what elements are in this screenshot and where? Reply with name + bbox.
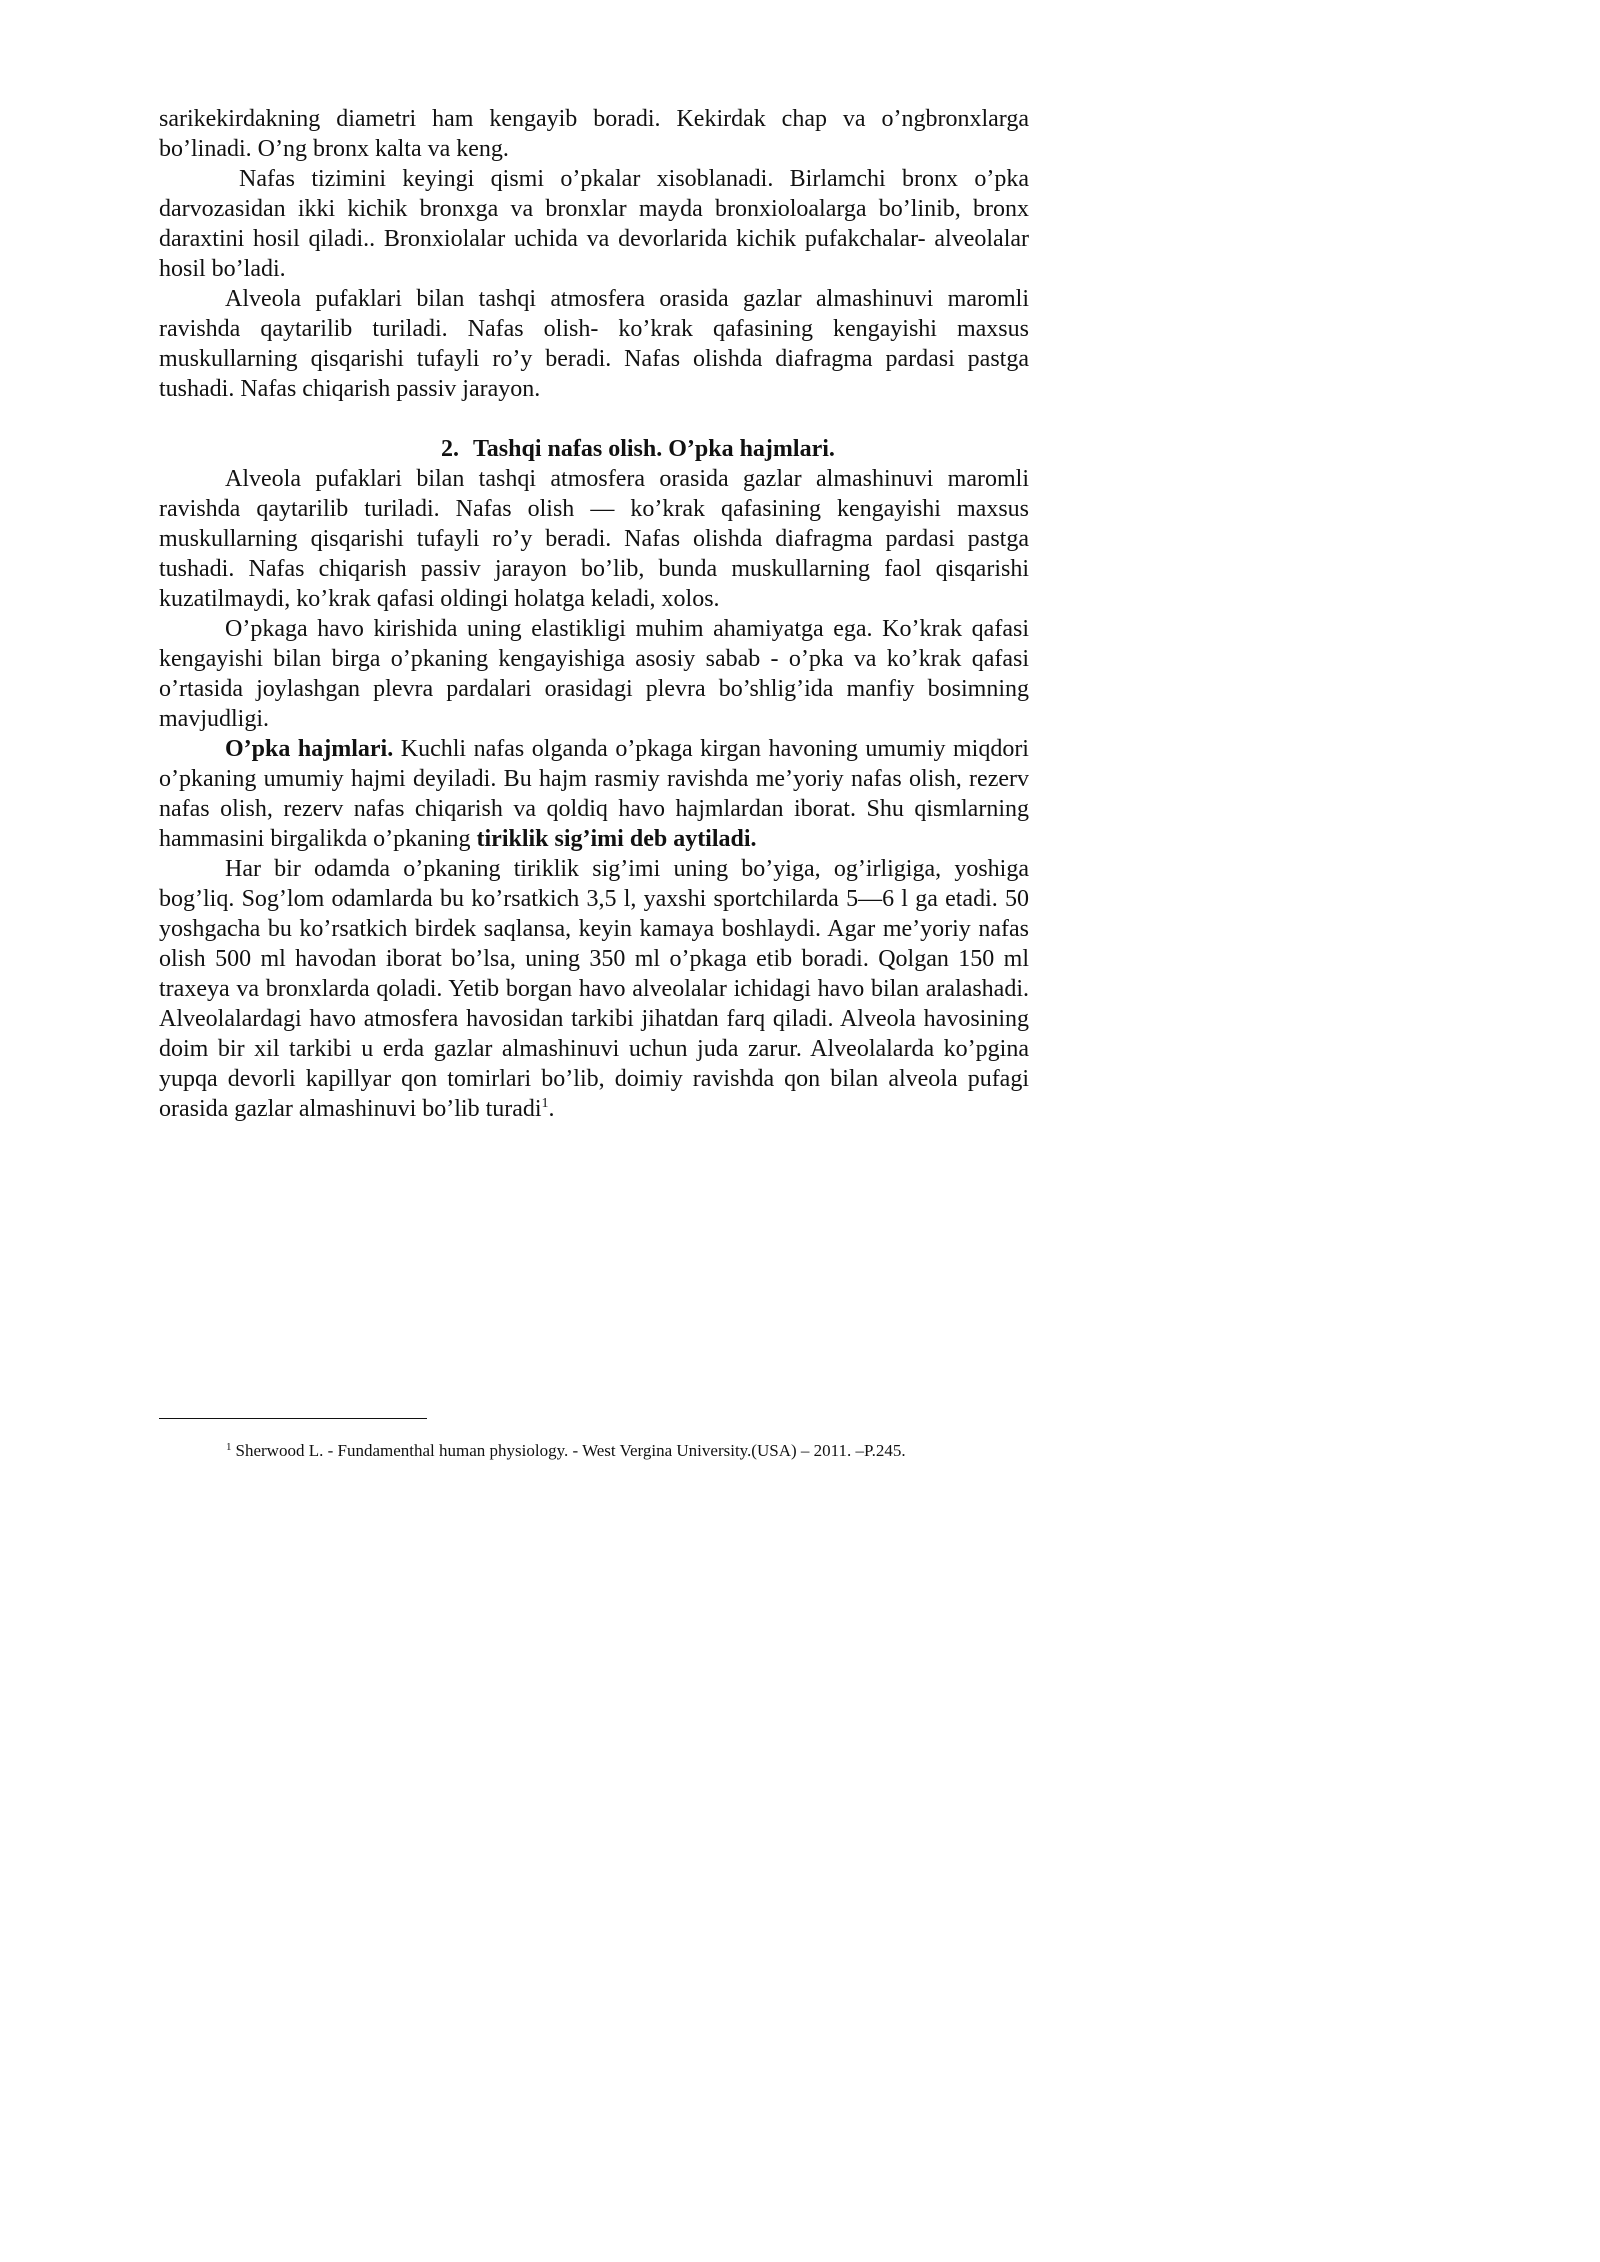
section-number: 2. (441, 436, 459, 462)
footnote (226, 1440, 1046, 1462)
paragraph-alveola-exchange: Alveola pufaklari bilan tashqi atmosfera orasida gazlar almashinuvi maromli ravishda qaytarilib turiladi. Nafas olish- ko’krak qafasining kengayishi maxsus muskullarning qisqarishi tufayli ro’y beradi. Nafas olishda diafragma pardasi pastga tushadi. Nafas chiqarish passiv jarayon. (159, 286, 1029, 402)
lung-volumes-body: Kuchli nafas olganda o’pkaga kirgan havoning umumiy miqdori o’pkaning umumiy hajmi deyiladi. Bu hajm rasmiy ravishda me’yoriy nafas olish, rezerv nafas olish, rezerv nafas chiqarish va qoldiq havo hajmlardan iborat. Shu qismlarning hammasini birgalikda o’pkaning (159, 736, 1029, 852)
paragraph-vital-capacity (159, 854, 1029, 1124)
footnote-reference[interactable]: 1 (541, 1096, 549, 1111)
vital-capacity-body: Har bir odamda o’pkaning tiriklik sig’imi uning bo’yiga, og’irligiga, yoshiga bog’liq. Sog’lom odamlarda bu ko’rsatkich 3,5 l, yaxshi sportchilarda 5—6 l ga etadi. 50 yoshgacha bu ko’rsatkich birdek saqlansa, keyin kamaya boshlaydi. Agar me’yoriy nafas olish 500 ml havodan iborat bo’lsa, uning 350 ml o’pkaga etib boradi. Qolgan 150 ml traxeya va bronxlarda qoladi. Yetib borgan havo alveolalar ichidagi havo bilan aralashadi. Alveolalardagi havo atmosfera havosidan tarkibi jihatdan farq qiladi. Alveola havosining doim bir xil tarkibi u erda gazlar almashinuvi uchun juda zarur. Alveolalarda ko’pgina yupqa devorli kapillyar qon tomirlari bo’lib, doimiy ravishda qon bilan alveola pufagi orasida gazlar almashinuvi bo’lib turadi (159, 856, 1029, 1122)
paragraph-trachea-end: sarikekirdakning diametri ham kengayib boradi. Kekirdak chap va o’ngbronxlarga bo’linadi. O’ng bronx kalta va keng. (159, 106, 1029, 162)
lung-volumes-lead: O’pka hajmlari. (225, 736, 394, 762)
paragraph-external-breathing: Alveola pufaklari bilan tashqi atmosfera orasida gazlar almashinuvi maromli ravishda qaytarilib turiladi. Nafas olish — ko’krak qafasining kengayishi maxsus muskullarning qisqarishi tufayli ro’y beradi. Nafas olishda diafragma pardasi pastga tushadi. Nafas chiqarish passiv jarayon bo’lib, bunda muskullarning faol qisqarishi kuzatilmaydi, ko’krak qafasi oldingi holatga keladi, xolos. (159, 466, 1029, 612)
section-title: Tashqi nafas olish. O’pka hajmlari. (473, 436, 835, 462)
paragraph-lung-volumes (159, 734, 1029, 854)
document-body (159, 104, 1029, 1124)
footnote-marker: 1 (226, 1441, 232, 1453)
footnote-text: Sherwood L. - Fundamenthal human physiology. - West Vergina University.(USA) – 2011. –P.245. (235, 1441, 906, 1460)
paragraph-lung-elasticity: O’pkaga havo kirishida uning elastikligi muhim ahamiyatga ega. Ko’krak qafasi kengayishi bilan birga o’pkaning kengayishiga asosiy sabab - o’pka va ko’krak qafasi o’rtasida joylashgan plevra pardalari orasidagi plevra bo’shlig’ida manfiy bosimning mavjudligi. (159, 616, 1029, 732)
vital-capacity-term: tiriklik sig’imi deb aytiladi. (476, 826, 757, 852)
section-heading (159, 404, 1029, 464)
footnote-separator (159, 1418, 427, 1419)
paragraph-period: . (548, 1096, 555, 1122)
paragraph-lungs: Nafas tizimini keyingi qismi o’pkalar xisoblanadi. Birlamchi bronx o’pka darvozasidan ikki kichik bronxga va bronxlar mayda bronxioloalarga bo’linib, bronx daraxtini hosil qiladi.. Bronxiolalar uchida va devorlarida kichik pufakchalar- alveolalar hosil bo’ladi. (159, 166, 1029, 282)
